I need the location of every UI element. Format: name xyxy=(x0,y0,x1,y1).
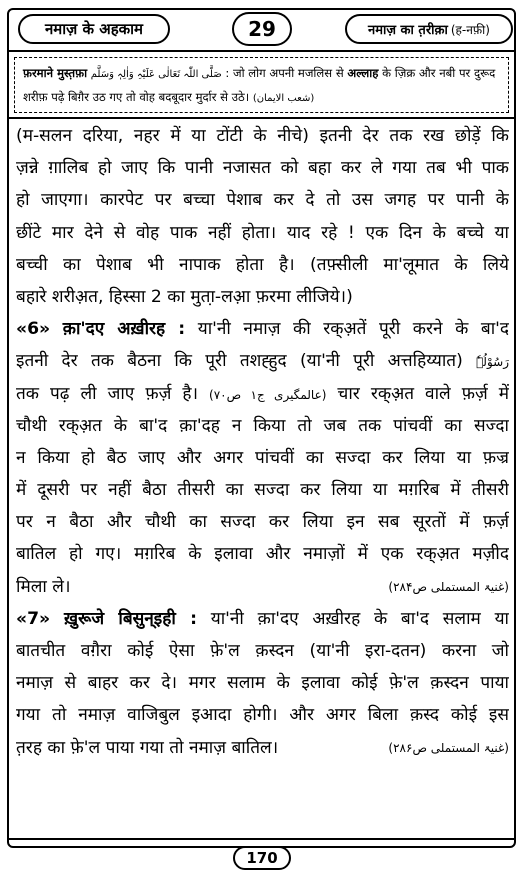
hadith-text-2: शरीफ़ पढ़े बिग़ैर उठ गए तो वोह बदबूदार मुर्दार से उठे। xyxy=(23,90,250,104)
header-page-number xyxy=(232,12,292,46)
hadith-box xyxy=(14,57,509,113)
hadith-text-allah: अल्लाह xyxy=(347,66,379,80)
body-line: बातिल हो गए। मग़रिब के इलावा और नमाज़ों में एक रक्अ़त मज़ीद xyxy=(16,544,509,565)
footer-divider xyxy=(7,838,516,840)
footer-page-number-text: 170 xyxy=(246,849,278,867)
body-line-text: चार रक्अ़त वाले फ़र्ज़ में xyxy=(326,383,509,404)
arabic-citation: (غنیۃ المستملی ص۲۸۶) xyxy=(388,740,509,755)
body-line: न किया हो बैठ जाए और अगर पांचवीं का सज्दा कर लिया या फ़ज्र xyxy=(16,447,509,468)
section-6-text: या'नी नमाज़ की रक्अ़तें पूरी करने के बा'द xyxy=(185,319,509,340)
body-line xyxy=(16,571,509,603)
body-line: गया तो नमाज़ वाजिबुल इआदा होगी। और अगर बिला क़स्द कोई इस xyxy=(16,705,509,726)
section-6-title: क़ा'दए अख़ीरह : xyxy=(62,319,186,340)
body-divider xyxy=(7,117,516,119)
section-7-title: ख़ुरूजे बिसुन्इही : xyxy=(63,608,197,629)
body-line: चौथी रक्अ़त के बा'द क़ा'दह न किया तो जब तक पांचवीं का सज्दा xyxy=(16,415,509,436)
header-chapter-title xyxy=(345,14,513,44)
section-7-text: या'नी क़ा'दए अख़ीरह के बा'द सलाम या xyxy=(196,608,509,629)
body-line-text: मिला ले। xyxy=(16,576,71,597)
hadith-salawat: صَلَّی اللّٰہ تَعَالٰی عَلَیْہِ وَاٰلِہٖ وَسَلَّم xyxy=(90,69,222,80)
body-line: बहारे शरीअ़त, हिस्सा 2 का मुता़-लआ़ फ़रमा लीजिये।) xyxy=(16,286,353,307)
body-line: हो जाएगा। कारपेट पर बच्चा पेशाब कर दे तो उस जगह पर पानी के xyxy=(16,190,509,211)
hadith-text-1b: के ज़िक्र और नबी पर दुरूद xyxy=(378,66,496,80)
body-line-text: तक पढ़ ली जाए फ़र्ज़ है। xyxy=(16,383,210,404)
section-7-heading-line xyxy=(16,603,509,635)
arabic-citation: (عالمگیری ج۱ ص۷۰) xyxy=(209,387,327,402)
body-line xyxy=(16,345,509,377)
arabic-word: رَسُوْلُہٗ xyxy=(476,355,509,370)
header-book-title-text: नमाज़ के अहकाम xyxy=(44,20,144,38)
section-6-heading-line xyxy=(16,313,509,345)
header-chapter-title-text: नमाज़ का त़रीक़ा xyxy=(368,23,448,38)
hadith-text-1a: : जो लोग अपनी मजलिस से xyxy=(221,66,348,80)
header-divider xyxy=(7,50,516,52)
hadith-source: (شعب الایمان) xyxy=(252,93,315,104)
hadith-label: फ़रमाने मुस्त़फ़ा xyxy=(23,66,88,80)
header-chapter-subtitle: (ह-नफ़ी) xyxy=(450,22,490,37)
footer-page-number xyxy=(233,846,291,870)
body-line: बातचीत वग़ैरा कोई ऐसा फ़े'ल क़स्दन (या'नी इरा-दतन) करना जो xyxy=(16,641,509,661)
body-line xyxy=(16,378,509,410)
body-line-text: इतनी देर तक बैठना कि पूरी तशह्हुद (या'नी पूरी अत्तहिय्यात) xyxy=(16,351,477,372)
header-book-title xyxy=(18,14,170,44)
section-6-marker: «6» xyxy=(16,319,51,340)
body-line: ज़न्ने ग़ालिब हो जाए कि पानी नजासत को बहा कर ले गया तब भी पाक xyxy=(16,158,509,179)
body-line: में दूसरी पर नहीं बैठा तीसरी का सज्दा कर लिया या मग़रिब में तीसरी xyxy=(16,480,509,501)
body-line-text: त़रह का फ़े'ल पाया गया तो नमाज़ बातिल। xyxy=(16,737,279,758)
hadith-line-2 xyxy=(23,86,500,110)
hadith-line-1 xyxy=(23,62,500,86)
header-page-number-text: 29 xyxy=(248,17,276,41)
body-text xyxy=(16,120,509,764)
body-line: नमाज़ से बाहर कर दे। मगर सलाम के इलावा कोई फ़े'ल क़स्दन पाया xyxy=(16,673,509,694)
body-line: बच्ची का पेशाब भी नापाक होता है। (तफ़्सीली मा'लूमात के लिये xyxy=(16,254,509,275)
arabic-citation: (غنیۃ المستملی ص۲۸۴) xyxy=(388,579,509,594)
body-line: (म-सलन दरिया, नहर में या टोंटी के नीचे) इतनी देर तक रख छोड़ें कि xyxy=(16,126,509,146)
body-line xyxy=(16,732,509,764)
section-7-marker: «7» xyxy=(16,608,51,629)
body-line: पर न बैठा और चौथी का सज्दा कर लिया इन सब सूरतों में फ़र्ज़ xyxy=(16,512,509,533)
body-line: छींटे मार देने से वोह पाक नहीं होता। याद रहे ! एक दिन के बच्चे या xyxy=(16,222,509,243)
